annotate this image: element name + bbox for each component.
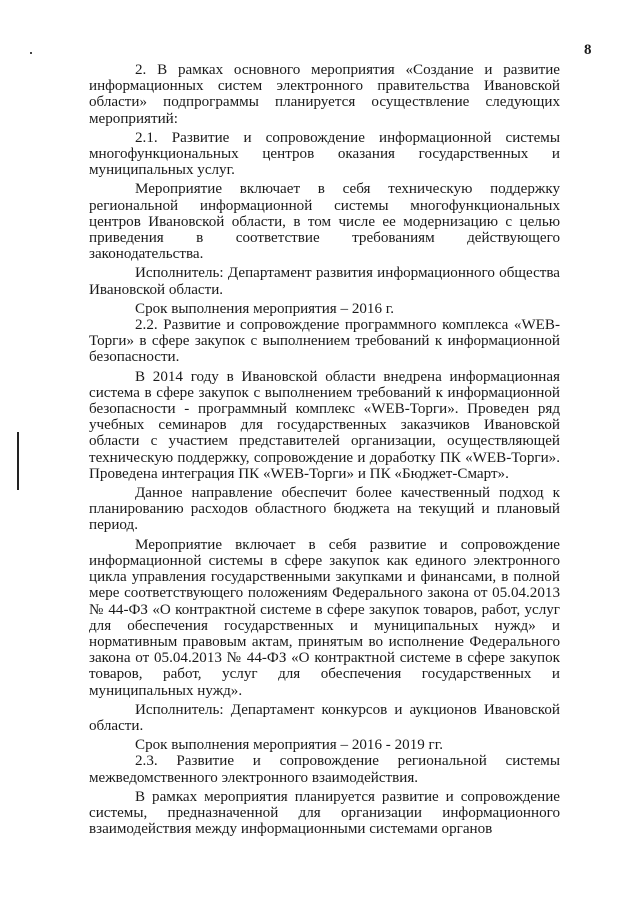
scan-speck: [30, 52, 32, 54]
paragraph-2-2-benefit: Данное направление обеспечит более качественный подход к планированию расходов областного бюджета на текущий и плановый период.: [89, 485, 560, 534]
paragraph-2-3-description: В рамках мероприятия планируется развитие и сопровождение системы, предназначенной для организации информационного взаимодействия между информационными системами органов: [89, 788, 560, 838]
paragraph-2-2-term: Срок выполнения мероприятия – 2016 - 2019 гг.: [135, 737, 444, 754]
margin-mark: [17, 432, 19, 490]
paragraph-2-2-history: В 2014 году в Ивановской области внедрена информационная система в сфере закупок с выполнением требований к информационной безопасности - программный комплекс «WEB-Торги». Проведен ряд учебных семинаров для государственных заказчиков Ивановской области с участием представителей организации, осуществляющей техническую поддержку, сопровождение и доработку ПК «WEB-Торги». Проведена интеграция ПК «WEB-Торги» и ПК «Бюджет-Смарт».: [89, 368, 560, 482]
paragraph-2-3-heading: 2.3. Развитие и сопровождение региональной системы межведомственного электронного взаимодействия.: [89, 753, 560, 786]
paragraph-main-activity-2: 2. В рамках основного мероприятия «Создание и развитие информационных систем электронного правительства Ивановской области» подпрограммы планируется осуществление следующих мероприятий:: [89, 62, 560, 127]
paragraph-2-1-description: Мероприятие включает в себя техническую поддержку региональной информационной системы многофункциональных центров Ивановской области, в том числе ее модернизацию с целью приведения в соответствие требованиям действующего законодательства.: [89, 181, 560, 263]
page-number: 8: [584, 42, 592, 58]
paragraph-2-1-term: Срок выполнения мероприятия – 2016 г.: [135, 300, 395, 317]
paragraph-2-2-executor: Исполнитель: Департамент конкурсов и аукционов Ивановской области.: [89, 701, 560, 734]
paragraph-2-1-executor: Исполнитель: Департамент развития информационного общества Ивановской области.: [89, 265, 560, 298]
paragraph-2-2-heading: 2.2. Развитие и сопровождение программного комплекса «WEB-Торги» в сфере закупок с выполнением требований к информационной безопасности.: [89, 317, 560, 366]
document-body: [89, 62, 560, 837]
paragraph-2-2-description: Мероприятие включает в себя развитие и сопровождение информационной системы в сфере закупок как единого электронного цикла управления государственными закупками и финансами, в полной мере соответствующего положениям Федерального закона от 05.04.2013 № 44-ФЗ «О контрактной системе в сфере закупок товаров, работ, услуг для обеспечения государственных и муниципальных нужд» и нормативным правовым актам, принятым во исполнение Федерального закона от 05.04.2013 № 44-ФЗ «О контрактной системе в сфере закупок товаров, работ, услуг для обеспечения государственных и муниципальных нужд».: [89, 536, 560, 699]
paragraph-2-1-heading: 2.1. Развитие и сопровождение информационной системы многофункциональных центров оказания государственных и муниципальных услуг.: [89, 129, 560, 179]
